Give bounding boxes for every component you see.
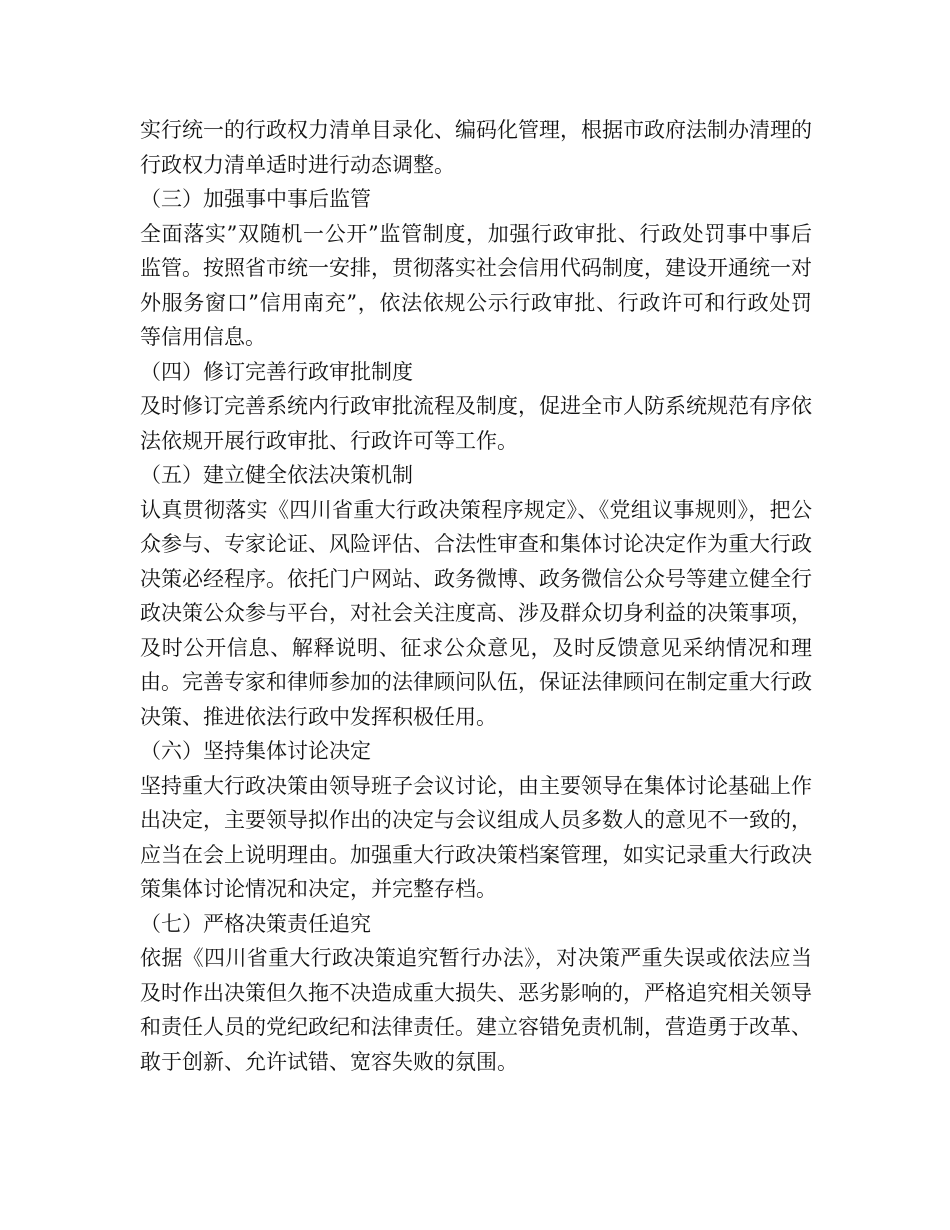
section-heading: （四）修订完善行政审批制度 — [140, 359, 413, 384]
body-paragraph: 坚持重大行政决策由领导班子会议讨论，由主要领导在集体讨论基础上作出决定，主要领导拟作出的决定与会议组成人员多数人的意见不一致的，应当在会上说明理由。加强重大行政决策档案管理，如实记录重大行政决策集体讨论情况和决定，并完整存档。 — [140, 773, 812, 901]
body-paragraph: 实行统一的行政权力清单目录化、编码化管理，根据市政府法制办清理的行政权力清单适时进行动态调整。 — [140, 118, 812, 177]
body-paragraph: 认真贯彻落实《四川省重大行政决策程序规定》、《党组议事规则》，把公众参与、专家论证、风险评估、合法性审查和集体讨论决定作为重大行政决策必经程序。依托门户网站、政务微博、政务微信公众号等建立健全行政决策公众参与平台，对社会关注度高、涉及群众切身利益的决策事项，及时公开信息、解释说明、征求公众意见，及时反馈意见采纳情况和理由。完善专家和律师参加的法律顾问队伍，保证法律顾问在制定重大行政决策、推进依法行政中发挥积极任用。 — [140, 497, 812, 729]
section-heading: （六）坚持集体讨论决定 — [140, 739, 371, 763]
section-heading: （三）加强事中事后监管 — [140, 187, 371, 211]
body-paragraph: 全面落实”双随机一公开”监管制度，加强行政审批、行政处罚事中事后监管。按照省市统一安排，贯彻落实社会信用代码制度，建设开通统一对外服务窗口”信用南充”，依法依规公示行政审批、行政许可和行政处罚等信用信息。 — [140, 221, 812, 349]
body-paragraph: 及时修订完善系统内行政审批流程及制度，促进全市人防系统规范有序依法依规开展行政审批、行政许可等工作。 — [140, 394, 812, 453]
section-heading: （五）建立健全依法决策机制 — [140, 463, 413, 487]
document-page — [140, 113, 812, 1079]
section-heading: （七）严格决策责任追究 — [140, 911, 371, 936]
body-paragraph: 依据《四川省重大行政决策追究暂行办法》，对决策严重失误或依法应当及时作出决策但久拖不决造成重大损失、恶劣影响的，严格追究相关领导和责任人员的党纪政纪和法律责任。建立容错免责机制，营造勇于改革、敢于创新、允许试错、宽容失败的氛围。 — [140, 946, 812, 1074]
